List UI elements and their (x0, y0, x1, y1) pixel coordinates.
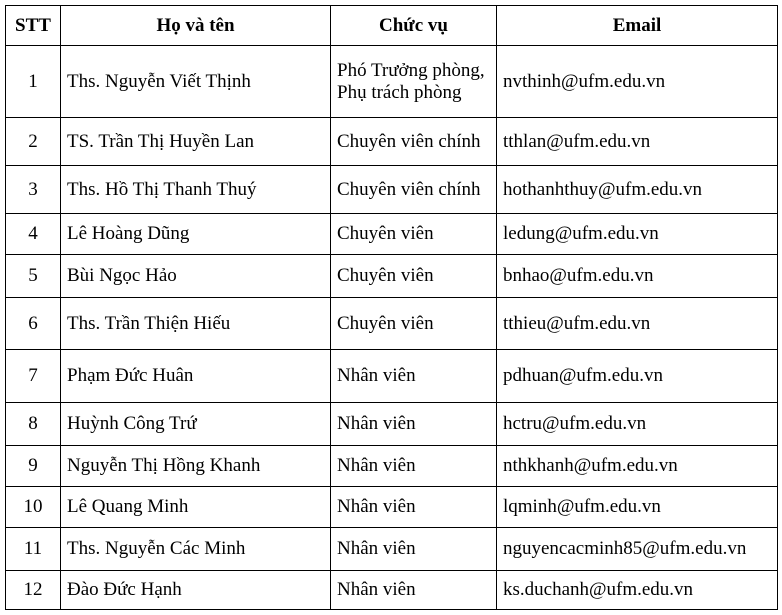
cell-name: Lê Quang Minh (61, 487, 331, 528)
cell-stt: 3 (6, 166, 61, 214)
cell-role: Nhân viên (331, 446, 497, 487)
cell-stt: 11 (6, 528, 61, 571)
cell-stt: 6 (6, 298, 61, 350)
cell-role: Nhân viên (331, 403, 497, 446)
header-role: Chức vụ (331, 6, 497, 46)
cell-stt: 9 (6, 446, 61, 487)
cell-stt: 10 (6, 487, 61, 528)
cell-name: Lê Hoàng Dũng (61, 214, 331, 255)
cell-role: Chuyên viên chính (331, 166, 497, 214)
cell-role: Nhân viên (331, 487, 497, 528)
cell-email: lqminh@ufm.edu.vn (497, 487, 778, 528)
cell-role: Chuyên viên (331, 214, 497, 255)
cell-role: Phó Trưởng phòng, Phụ trách phòng (331, 46, 497, 118)
cell-email: nguyencacminh85@ufm.edu.vn (497, 528, 778, 571)
table-row (6, 350, 778, 403)
table-header-row (6, 6, 778, 46)
cell-email: tthieu@ufm.edu.vn (497, 298, 778, 350)
cell-role: Nhân viên (331, 350, 497, 403)
table-row (6, 528, 778, 571)
cell-email: bnhao@ufm.edu.vn (497, 255, 778, 298)
cell-name: Phạm Đức Huân (61, 350, 331, 403)
cell-role: Chuyên viên (331, 298, 497, 350)
table-row (6, 487, 778, 528)
cell-name: Ths. Nguyễn Viết Thịnh (61, 46, 331, 118)
cell-role: Chuyên viên (331, 255, 497, 298)
header-email: Email (497, 6, 778, 46)
cell-stt: 12 (6, 571, 61, 610)
cell-name: Ths. Trần Thiện Hiếu (61, 298, 331, 350)
table-row (6, 118, 778, 166)
cell-email: nthkhanh@ufm.edu.vn (497, 446, 778, 487)
cell-name: Ths. Hồ Thị Thanh Thuý (61, 166, 331, 214)
cell-stt: 5 (6, 255, 61, 298)
table-row (6, 446, 778, 487)
table-row (6, 46, 778, 118)
cell-email: hctru@ufm.edu.vn (497, 403, 778, 446)
cell-name: Huỳnh Công Trứ (61, 403, 331, 446)
staff-table (5, 5, 778, 610)
cell-stt: 2 (6, 118, 61, 166)
cell-role: Chuyên viên chính (331, 118, 497, 166)
cell-name: Bùi Ngọc Hảo (61, 255, 331, 298)
table-row (6, 255, 778, 298)
cell-role: Nhân viên (331, 571, 497, 610)
cell-email: ledung@ufm.edu.vn (497, 214, 778, 255)
cell-stt: 8 (6, 403, 61, 446)
table-row (6, 571, 778, 610)
header-stt: STT (6, 6, 61, 46)
table-row (6, 403, 778, 446)
cell-name: Đào Đức Hạnh (61, 571, 331, 610)
table-row (6, 214, 778, 255)
table-row (6, 298, 778, 350)
cell-stt: 1 (6, 46, 61, 118)
cell-role: Nhân viên (331, 528, 497, 571)
cell-email: hothanhthuy@ufm.edu.vn (497, 166, 778, 214)
cell-email: pdhuan@ufm.edu.vn (497, 350, 778, 403)
cell-email: nvthinh@ufm.edu.vn (497, 46, 778, 118)
cell-name: Ths. Nguyễn Các Minh (61, 528, 331, 571)
cell-stt: 7 (6, 350, 61, 403)
cell-email: ks.duchanh@ufm.edu.vn (497, 571, 778, 610)
cell-name: TS. Trần Thị Huyền Lan (61, 118, 331, 166)
table-row (6, 166, 778, 214)
header-name: Họ và tên (61, 6, 331, 46)
cell-name: Nguyễn Thị Hồng Khanh (61, 446, 331, 487)
cell-stt: 4 (6, 214, 61, 255)
cell-email: tthlan@ufm.edu.vn (497, 118, 778, 166)
